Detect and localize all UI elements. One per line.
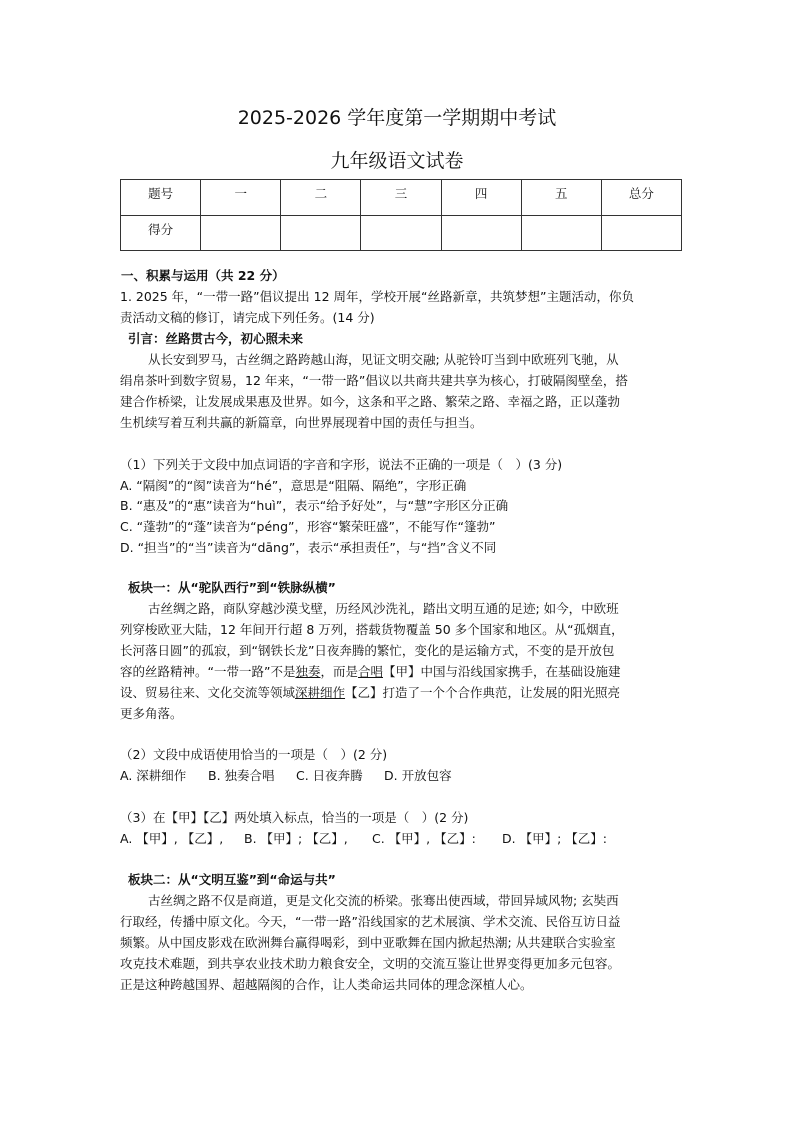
text-segment: 设、贸易往来、文化交流等领域 [120,685,296,700]
option-a[interactable]: A. “隔阂”的“阂”读音为“hé”，意思是“阻隔、隔绝”，字形正确 [120,478,467,493]
option-b[interactable]: B. 【甲】; 【乙】, [244,831,348,846]
intro-heading: 引言：丝路贯古今，初心照未来 [128,331,304,346]
paragraph-line: 从长安到罗马，古丝绸之路跨越山海，见证文明交融; 从驼铃叮当到中欧班列飞驰，从 [148,352,619,367]
option-d[interactable]: D. 【甲】; 【乙】: [502,831,607,846]
score-cell[interactable] [281,216,361,251]
paragraph-line: 正是这种跨越国界、超越隔阂的合作，让人类命运共同体的理念深植人心。 [120,977,533,992]
score-header-cell: 题号 [121,180,201,216]
score-cell[interactable] [361,216,441,251]
text-segment: 容的丝路精神。“一带一路”不是 [120,664,296,679]
paragraph-line: 攻克技术难题，到共享农业技术助力粮食安全，文明的交流互鉴让世界变得更加多元包容。 [120,956,621,971]
options-row [120,766,452,786]
question-stem: （3）在【甲】【乙】两处填入标点，恰当的一项是（ ）(2 分) [120,810,469,825]
score-header-cell: 总分 [601,180,681,216]
paragraph-line: 频繁。从中国皮影戏在欧洲舞台赢得喝彩，到中亚歌舞在国内掀起热潮; 从共建联合实验室 [120,935,616,950]
exam-subtitle: 九年级语文试卷 [330,150,464,172]
option-d[interactable]: D. “担当”的“当”读音为“dāng”，表示“承担责任”，与“挡”含义不同 [120,540,497,555]
score-table [120,179,682,251]
option-c[interactable]: C. “蓬勃”的“蓬”读音为“péng”，形容“繁荣旺盛”，不能写作“篷勃” [120,519,496,534]
option-b[interactable]: B. 独奏合唱 [208,768,275,783]
option-c[interactable]: C. 日夜奔腾 [296,768,363,783]
paragraph-line: 古丝绸之路，商队穿越沙漠戈壁，历经风沙洗礼，踏出文明互通的足迹; 如今，中欧班 [148,601,619,616]
underlined-word: 深耕细作 [295,685,346,700]
paragraph-line: 更多角落。 [120,706,183,721]
score-table-score-row [121,216,682,251]
score-row-label: 得分 [121,216,201,251]
score-cell[interactable] [521,216,601,251]
option-a[interactable]: A. 【甲】, 【乙】, [120,831,224,846]
text-segment: ，而是 [320,664,358,679]
option-a[interactable]: A. 深耕细作 [120,768,187,783]
options-row [120,829,607,849]
question-stem: （2）文段中成语使用恰当的一项是（ ）(2 分) [120,747,388,762]
option-b[interactable]: B. “惠及”的“惠”读音为“huì”，表示“给予好处”，与“慧”字形区分正确 [120,498,509,513]
option-d[interactable]: D. 开放包容 [384,768,452,783]
score-table-header-row [121,180,682,216]
underlined-word: 合唱 [357,664,383,679]
section-heading: 一、积累与运用（共 22 分） [121,268,285,283]
underlined-word: 独奏 [295,664,321,679]
score-cell[interactable] [441,216,521,251]
paragraph-line: 古丝绸之路不仅是商道，更是文化交流的桥梁。张骞出使西域，带回异域风物; 玄奘西 [148,893,619,908]
paragraph-line [120,662,621,682]
paragraph-line: 长河落日圆”的孤寂，到“钢铁长龙”日夜奔腾的繁忙，变化的是运输方式，不变的是开放包 [120,643,615,658]
question-text: 1. 2025 年，“一带一路”倡议提出 12 周年，学校开展“丝路新章，共筑梦想”主题活动，你负 [120,289,634,304]
block-heading: 板块二：从“文明互鉴”到“命运与共” [128,872,336,887]
paragraph-line: 建合作桥梁，让发展成果惠及世界。如今，这条和平之路、繁荣之路、幸福之路，正以蓬勃 [120,394,621,409]
score-header-cell: 四 [441,180,521,216]
text-segment: 【甲】中国与沿线国家携手，在基础设施建 [383,664,621,679]
question-text: 责活动文稿的修订，请完成下列任务。(14 分) [120,310,375,325]
block-heading: 板块一：从“驼队西行”到“铁脉纵横” [128,580,336,595]
score-cell[interactable] [201,216,281,251]
score-header-cell: 二 [281,180,361,216]
text-segment: 【乙】打造了一个个合作典范，让发展的阳光照亮 [345,685,621,700]
paragraph-line: 生机续写着互利共赢的新篇章，向世界展现着中国的责任与担当。 [120,415,483,430]
option-c[interactable]: C. 【甲】, 【乙】: [372,831,476,846]
exam-title: 2025-2026 学年度第一学期期中考试 [237,107,557,129]
score-header-cell: 三 [361,180,441,216]
score-cell[interactable] [601,216,681,251]
paragraph-line: 绢帛茶叶到数字贸易，12 年来，“一带一路”倡议以共商共建共享为核心，打破隔阂壁垒，搭 [120,373,628,388]
score-header-cell: 一 [201,180,281,216]
paragraph-line: 行取经，传播中原文化。今天，“一带一路”沿线国家的艺术展演、学术交流、民俗互访日益 [120,914,621,929]
score-header-cell: 五 [521,180,601,216]
paragraph-line [120,683,620,703]
paragraph-line: 列穿梭欧亚大陆，12 年间开行超 8 万列，搭载货物覆盖 50 多个国家和地区。从“孤烟直， [120,622,624,637]
question-stem: （1）下列关于文段中加点词语的字音和字形，说法不正确的一项是（ ）(3 分) [120,457,563,472]
